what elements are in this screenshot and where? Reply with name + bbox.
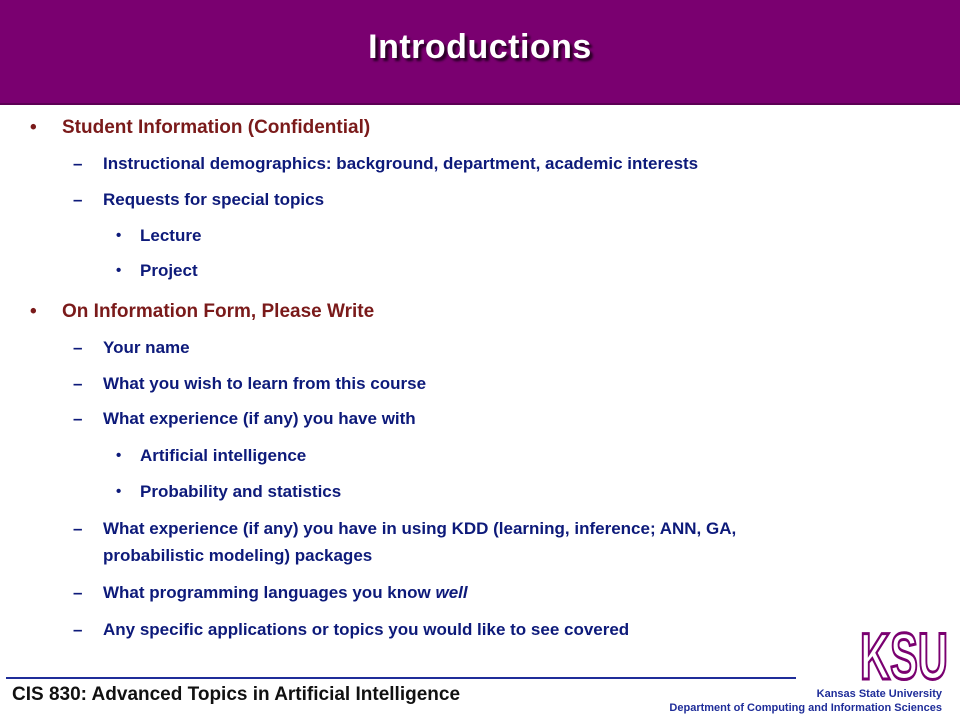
bullet-dot: • [116,447,122,464]
list-item: What you wish to learn from this course [103,374,427,393]
sub-list-item: Probability and statistics [140,482,342,501]
sub-list-item: Lecture [140,226,202,245]
dash-marker: – [73,190,83,209]
dash-marker: – [73,409,83,428]
dash-marker: – [73,583,83,602]
course-title: CIS 830: Advanced Topics in Artificial Intelligence [12,684,461,705]
bullet-dot: • [116,262,122,279]
university-name: Kansas State University [816,688,942,700]
section-heading-student-info: Student Information (Confidential) [62,117,371,138]
ksu-logo-text: KSU [860,619,948,687]
footer-rule [6,677,796,679]
list-item: Instructional demographics: background, department, academic interests [103,154,699,173]
bullet-dot: • [30,117,37,138]
ksu-logo [858,617,950,687]
programming-prefix: What programming languages you know [103,583,436,602]
dash-marker: – [73,374,83,393]
list-item: What experience (if any) you have with [103,409,416,428]
sub-list-item: Artificial intelligence [140,446,307,465]
sub-list-item: Project [140,261,198,280]
list-item: Any specific applications or topics you would like to see covered [103,620,630,639]
list-item: Your name [103,338,190,357]
dash-marker: – [73,519,83,538]
slide-title: Introductions [368,28,592,66]
list-item-programming-languages [103,583,468,603]
dash-marker: – [73,154,83,173]
list-item-kdd-line-1: What experience (if any) you have in using KDD (learning, inference; ANN, GA, [103,519,737,538]
list-item: Requests for special topics [103,190,325,209]
section-heading-information-form: On Information Form, Please Write [62,301,375,322]
emphasis-well: well [435,583,468,602]
bullet-dot: • [116,227,122,244]
dash-marker: – [73,338,83,357]
bullet-dot: • [116,483,122,500]
list-item-kdd-line-2: probabilistic modeling) packages [103,546,373,565]
department-name: Department of Computing and Information Sciences [669,702,942,714]
bullet-dot: • [30,301,37,322]
dash-marker: – [73,620,83,639]
